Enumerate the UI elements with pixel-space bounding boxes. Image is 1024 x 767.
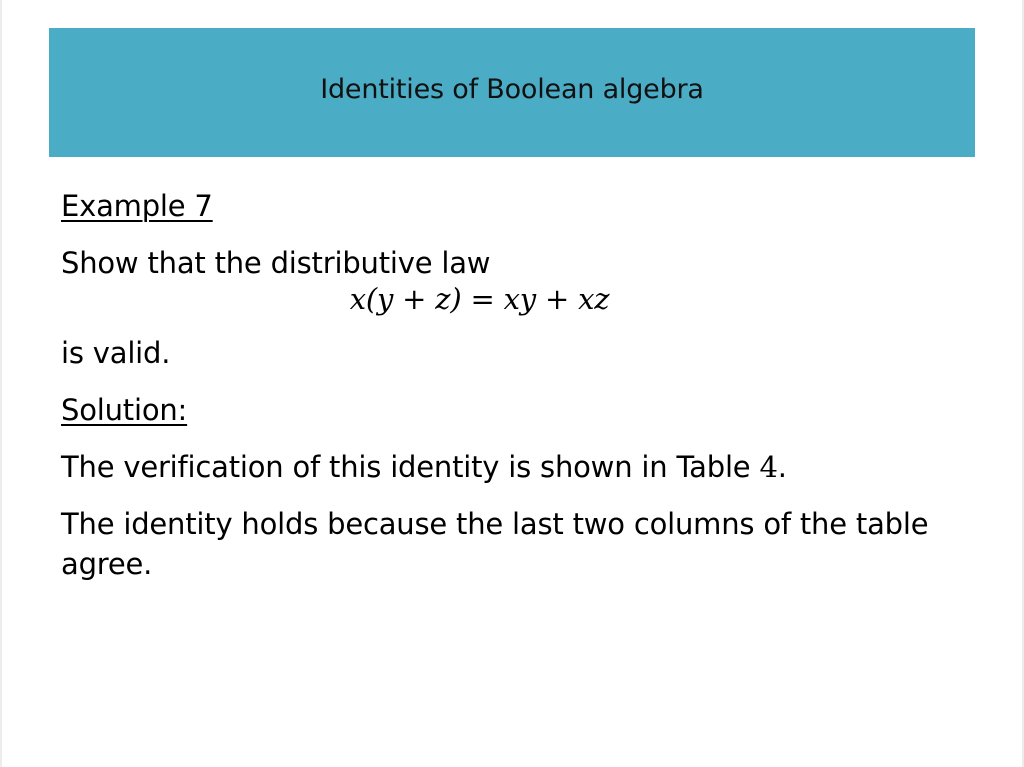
verification-end: .	[777, 450, 787, 484]
verification-text: The verification of this identity is shown in Table	[61, 450, 760, 484]
intro-text: Show that the distributive law	[61, 246, 491, 280]
spacer	[61, 226, 966, 243]
slide-body	[61, 186, 966, 584]
valid-text: is valid.	[61, 336, 171, 370]
verification-line	[61, 447, 966, 487]
title-band	[49, 28, 975, 157]
table-number: 4	[759, 450, 778, 484]
solution-heading: Solution:	[61, 393, 188, 427]
example-heading: Example 7	[61, 189, 213, 223]
conclusion-text: The identity holds because the last two columns of the table agree.	[61, 507, 929, 581]
slide-title: Identities of Boolean algebra	[320, 74, 704, 105]
spacer	[61, 373, 966, 390]
spacer	[61, 487, 966, 504]
distributive-law-formula: x(y + z) = xy + xz	[349, 282, 610, 316]
spacer	[61, 430, 966, 447]
